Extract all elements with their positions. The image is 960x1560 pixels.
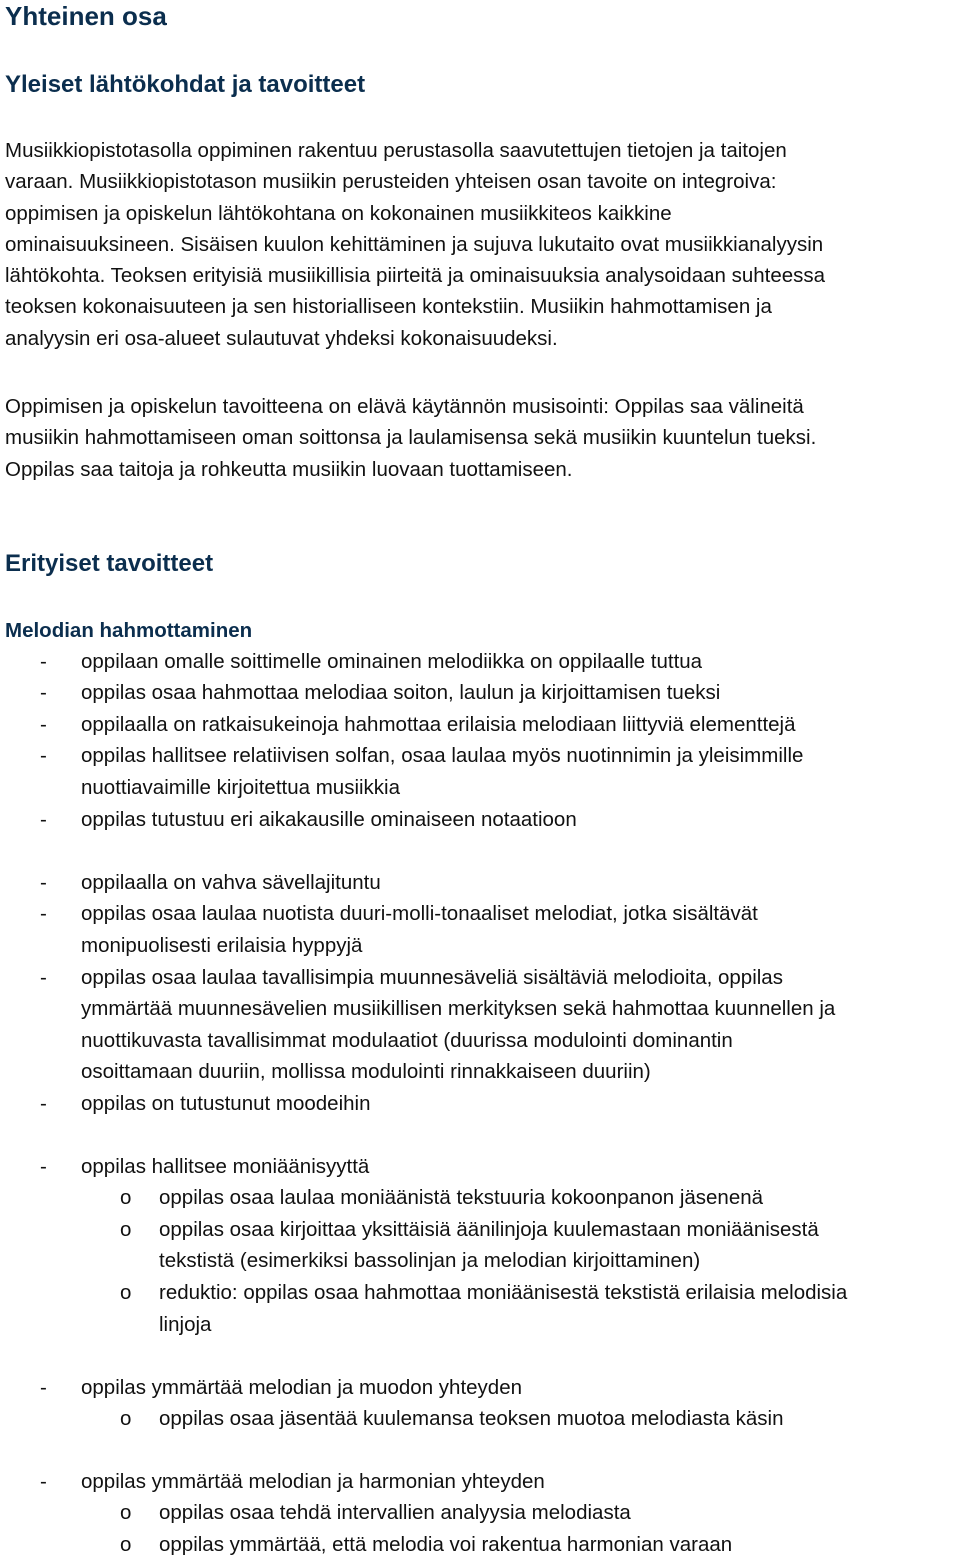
list-item: oppilaalla on vahva sävellajituntu (81, 871, 381, 894)
list-bullet: - (40, 681, 47, 704)
sublist-item: oppilas osaa jäsentää kuulemansa teoksen muotoa melodiasta käsin (159, 1407, 784, 1430)
section-subtitle: Yleiset lähtökohdat ja tavoitteet (5, 71, 366, 98)
list-item-continuation: osoittamaan duuriin, mollissa modulointi rinnakkaiseen duuriin) (81, 1060, 651, 1083)
list-item-continuation: nuottiavaimille kirjoitettua musiikkia (81, 776, 401, 799)
sublist-item: oppilas osaa kirjoittaa yksittäisiä äänilinjoja kuulemastaan moniäänisestä (159, 1218, 819, 1241)
sublist-item: oppilas osaa tehdä intervallien analyysia melodiasta (159, 1501, 631, 1524)
list-bullet: - (40, 744, 47, 767)
list-item: oppilas hallitsee relatiivisen solfan, osaa laulaa myös nuotinnimin ja yleisimmille (81, 744, 804, 767)
sublist-item-continuation: linjoja (159, 1313, 212, 1336)
goals-paragraph (5, 391, 816, 485)
paragraph-line: musiikin hahmottamiseen oman soittonsa ja laulamisensa sekä musiikin kuuntelun tueksi. (5, 426, 817, 450)
sublist-bullet: o (120, 1501, 132, 1524)
paragraph-line: analyysin eri osa-alueet sulautuvat yhdeksi kokonaisuudeksi. (5, 326, 558, 350)
sublist-bullet: o (120, 1186, 132, 1209)
paragraph-line: Oppimisen ja opiskelun tavoitteena on elävä käytännön musisointi: Oppilas saa välineitä (5, 395, 804, 418)
list-item: oppilaan omalle soittimelle ominainen melodiikka on oppilaalle tuttua (81, 650, 703, 673)
list-bullet: - (40, 1376, 47, 1399)
list-item: oppilas ymmärtää melodian ja harmonian yhteyden (81, 1470, 545, 1493)
sublist-item-continuation: tekstistä (esimerkiksi bassolinjan ja melodian kirjoittaminen) (159, 1249, 701, 1272)
list-bullet: - (40, 1092, 47, 1115)
list-item: oppilas tutustuu eri aikakausille ominaiseen notaatioon (81, 808, 577, 831)
list-item: oppilas osaa hahmottaa melodiaa soiton, laulun ja kirjoittamisen tueksi (81, 681, 721, 704)
list-bullet: - (40, 902, 47, 925)
sublist-bullet: o (120, 1218, 132, 1241)
sublist-item: oppilas osaa laulaa moniäänistä tekstuuria kokoonpanon jäsenenä (159, 1186, 764, 1209)
subsection-heading: Melodian hahmottaminen (5, 619, 253, 642)
sublist-bullet: o (120, 1281, 132, 1304)
list-item: oppilas osaa laulaa tavallisimpia muunnesäveliä sisältäviä melodioita, oppilas (81, 966, 783, 989)
sublist-item: oppilas ymmärtää, että melodia voi rakentua harmonian varaan (159, 1533, 733, 1556)
list-bullet: - (40, 1470, 47, 1493)
sublist-bullet: o (120, 1407, 132, 1430)
paragraph-line: oppimisen ja opiskelun lähtökohtana on kokonainen musiikkiteos kaikkine (5, 201, 672, 225)
list-item: oppilas hallitsee moniäänisyyttä (81, 1155, 370, 1178)
list-item-continuation: nuottikuvasta tavallisimmat modulaatiot (duurissa modulointi dominantin (81, 1029, 733, 1052)
page-title: Yhteinen osa (5, 1, 167, 31)
list-item: oppilaalla on ratkaisukeinoja hahmottaa erilaisia melodiaan liittyviä elementtejä (81, 713, 796, 736)
paragraph-line: lähtökohta. Teoksen erityisiä musiikillisia piirteitä ja ominaisuuksia analysoidaan suhteessa (5, 264, 826, 288)
section-heading: Erityiset tavoitteet (5, 550, 214, 577)
sublist-item: reduktio: oppilas osaa hahmottaa moniäänisestä tekstistä erilaisia melodisia (159, 1281, 848, 1304)
paragraph-line: Musiikkiopistotasolla oppiminen rakentuu perustasolla saavutettujen tietojen ja taitojen (5, 139, 787, 162)
sublist-bullet: o (120, 1533, 132, 1556)
paragraph-line: ominaisuuksineen. Sisäisen kuulon kehittäminen ja sujuva lukutaito ovat musiikkianalyysin (5, 232, 824, 256)
intro-paragraph (5, 135, 825, 354)
list-bullet: - (40, 713, 47, 736)
list-item: oppilas ymmärtää melodian ja muodon yhteyden (81, 1376, 523, 1399)
list-item-continuation: monipuolisesti erilaisia hyppyjä (81, 934, 363, 957)
list-bullet: - (40, 966, 47, 989)
list-item-continuation: ymmärtää muunnesävelien musiikillisen merkityksen sekä hahmottaa kuunnellen ja (81, 997, 836, 1020)
list-item: oppilas on tutustunut moodeihin (81, 1092, 371, 1115)
paragraph-line: varaan. Musiikkiopistotason musiikin perusteiden yhteisen osan tavoite on integroiva: (5, 170, 777, 194)
paragraph-line: teoksen kokonaisuuteen ja sen historialliseen kontekstiin. Musiikin hahmottamisen ja (5, 295, 772, 319)
list-item: oppilas osaa laulaa nuotista duuri-molli-tonaaliset melodiat, jotka sisältävät (81, 902, 758, 925)
list-bullet: - (40, 871, 47, 894)
list-bullet: - (40, 650, 47, 673)
paragraph-line: Oppilas saa taitoja ja rohkeutta musiikin luovaan tuottamiseen. (5, 457, 573, 481)
list-bullet: - (40, 1155, 47, 1178)
list-bullet: - (40, 808, 47, 831)
